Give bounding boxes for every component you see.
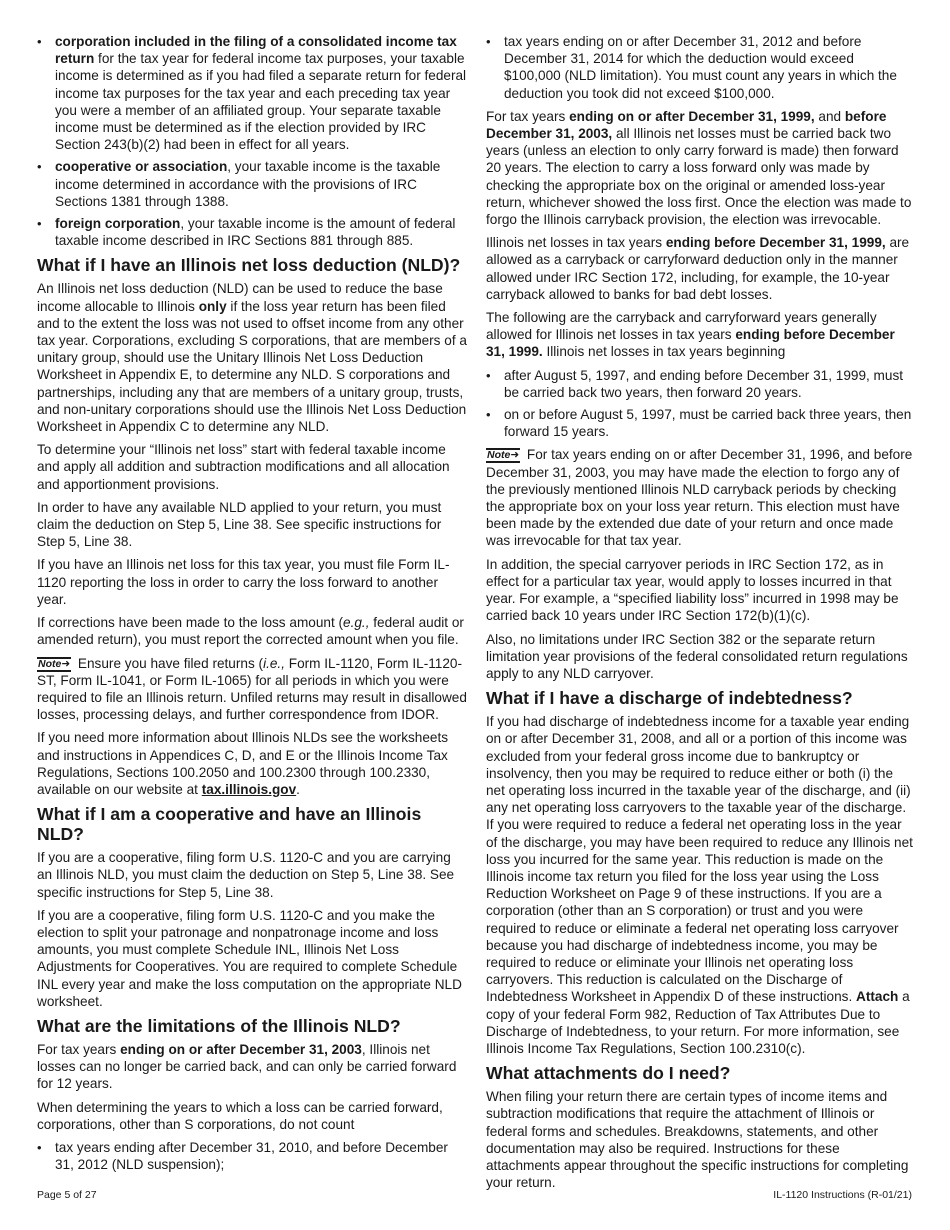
paragraph: An Illinois net loss deduction (NLD) can be used to reduce the base income allocable to Illinois only if the loss year return has been filed and to the extent the loss was not used to offset income from any other tax year. Corporations, excluding S corporations, that are members of a unitary group, should use the Unitary Illinois Net Loss Deduction Worksheet in Appendix E, to determine any NLD. S corporations and partnerships, including any that are members of a unitary group, trusts, and non-unitary corporations should use the Illinois Net Loss Deduction Worksheet in Appendix C to determine any NLD. xyxy=(37,281,467,435)
paragraph: For tax years ending on or after December 31, 2003, Illinois net losses can no longer be carried back, and can only be carried forward for 12 years. xyxy=(37,1041,457,1092)
heading-cooperative: What if I am a cooperative and have an Illinois NLD? xyxy=(37,804,422,845)
limitations-list-cont xyxy=(486,33,914,102)
paragraph: When filing your return there are certain types of income items and subtraction modifications that require the attachment of Illinois or federal forms and schedules. Breakdowns, statements, and other documentation may also be required. Instructions for these attachments appear throughout the specific instructions for completing your return. xyxy=(486,1089,909,1191)
left-column xyxy=(37,33,467,1179)
form-identifier: IL-1120 Instructions (R-01/21) xyxy=(773,1189,912,1201)
list-item: • foreign corporation, your taxable income is the amount of federal taxable income described in IRC Sections 881 through 885. xyxy=(37,215,467,249)
note-paragraph: Note➜ For tax years ending on or after December 31, 1996, and before December 31, 2003, you may have made the election to forgo any of the previously mentioned Illinois NLD carryback periods by checking the appropriate box on your loss year return. This election must have been made by the extended due date of your return and once made was irrevocable for that tax year. xyxy=(486,447,913,549)
carryback-list xyxy=(486,367,914,441)
limitations-list xyxy=(37,1139,467,1173)
paragraph: Also, no limitations under IRC Section 382 or the separate return limitation year provisions of the federal consolidated return regulations apply to any NLD carryover. xyxy=(486,631,908,681)
list-item: • corporation included in the filing of a consolidated income tax return for the tax year for federal income tax purposes, your taxable income is determined as if you had filed a separate return for federal income tax purposes for the tax year and each preceding tax year you were a member of an affiliated group. Your separate taxable income must be determined as if the election provided by IRC Section 243(b)(2) had been in effect for all years. xyxy=(37,33,467,153)
paragraph: If you are a cooperative, filing form U.S. 1120-C and you are carrying an Illinois NLD, you must claim the deduction on Step 5, Line 38. See specific instructions for Step 5, Line 38. xyxy=(37,850,455,900)
paragraph: In order to have any available NLD applied to your return, you must claim the deduction on Step 5, Line 38. See specific instructions for Step 5, Line 38. xyxy=(37,499,442,550)
list-item: • after August 5, 1997, and ending before December 31, 1999, must be carried back two years, then forward 20 years. xyxy=(486,367,914,401)
paragraph: Illinois net losses in tax years ending before December 31, 1999, are allowed as a carryback or carryforward deduction only in the manner allowed under IRC Section 172, including, for example, the 10-year carryback allowed to banks for bad debt losses. xyxy=(486,235,910,302)
list-item: • tax years ending on or after December 31, 2012 and before December 31, 2014 for which the deduction would exceed $100,000 (NLD limitation). You must count any years in which the deduction you took did not exceed $100,000. xyxy=(486,33,914,102)
list-item: • on or before August 5, 1997, must be carried back three years, then forward 15 years. xyxy=(486,406,914,440)
paragraph: When determining the years to which a loss can be carried forward, corporations, other than S corporations, do not count xyxy=(37,1099,443,1132)
list-item: • cooperative or association, your taxable income is the taxable income determined in accordance with the provisions of IRC Sections 1381 through 1388. xyxy=(37,158,467,210)
page-number: Page 5 of 27 xyxy=(37,1189,97,1201)
note-icon: Note➜ xyxy=(487,449,520,462)
taxable-income-list xyxy=(37,33,467,249)
heading-limitations: What are the limitations of the Illinois NLD? xyxy=(37,1015,401,1036)
heading-discharge: What if I have a discharge of indebtedness? xyxy=(486,688,853,709)
heading-nld: What if I have an Illinois net loss deduction (NLD)? xyxy=(37,255,461,276)
right-column xyxy=(486,33,914,1197)
list-item: • tax years ending after December 31, 2010, and before December 31, 2012 (NLD suspension); xyxy=(37,1139,467,1173)
paragraph: If you need more information about Illinois NLDs see the worksheets and instructions in Appendices C, D, and E or the Illinois Income Tax Regulations, Sections 100.2050 and 100.2300 through 100.2330, available on our website at tax.illinois.gov. xyxy=(37,730,449,797)
note-paragraph: Note➜ Ensure you have filed returns (i.e., Form IL-1120, Form IL-1120-ST, Form IL-1041, or Form IL-1065) for all periods in which you were required to file an Illinois return. Unfiled returns may result in disallowed losses, processing delays, and further correspondence from IDOR. xyxy=(37,655,467,723)
paragraph: In addition, the special carryover periods in IRC Section 172, as in effect for a particular tax year, would apply to losses incurred in that year. For example, a “specified liability loss” incurred in 1998 may be carried back 10 years under IRC Section 172(b)(1)(c). xyxy=(486,556,899,624)
note-icon: Note➜ xyxy=(38,657,71,670)
website-link[interactable]: tax.illinois.gov xyxy=(201,781,297,797)
paragraph: If corrections have been made to the loss amount (e.g., federal audit or amended return), you must report the corrected amount when you file. xyxy=(37,615,464,648)
paragraph: For tax years ending on or after December 31, 1999, and before December 31, 2003, all Illinois net losses must be carried back two years (unless an election to only carry forward is made) then forward 20 years. The election to carry a loss forward only was made by checking the appropriate box on the original or amended loss-year return, whichever showed the loss first. Once the election was made to forgo the Illinois carryback provision, the election was irrevocable. xyxy=(486,108,912,228)
heading-attachments: What attachments do I need? xyxy=(486,1063,731,1084)
paragraph: If you had discharge of indebtedness income for a taxable year ending on or after December 31, 2008, and all or a portion of this income was excluded from your federal gross income due to bankruptcy or insolvency, then you may be required to reduce either or both (i) the net operating loss incurred in the taxable year of the discharge, and (ii) any net operating loss carryovers to the taxable year of the discharge. If you were required to reduce a federal net operating loss in the year of the discharge, you may have been required to reduce any Illinois net loss you incurred for the same year. This reduction is made on the Illinois income tax return you filed for the loss year using the Loss Reduction Worksheet on Page 9 of these instructions. If you are a corporation (other than an S corporation) or trust and you were required to reduce or eliminate a federal net operating loss carryover because you had discharge of indebtedness income, you may be required to reduce or eliminate your Illinois net operating loss carryovers. This reduction is calculated on the Discharge of Indebtedness Worksheet in Appendix D of these instructions. Attach a copy of your federal Form 982, Reduction of Tax Attributes Due to Discharge of Indebtedness, to your return. For more information, see Illinois Income Tax Regulations, Section 100.2310(c). xyxy=(486,714,913,1056)
paragraph: To determine your “Illinois net loss” start with federal taxable income and apply all addition and subtraction modifications and all allocation and apportionment provisions. xyxy=(37,442,450,492)
paragraph: If you have an Illinois net loss for this tax year, you must file Form IL-1120 reporting the loss in order to carry the loss forward to another year. xyxy=(37,557,450,607)
paragraph: The following are the carryback and carryforward years generally allowed for Illinois net losses in tax years ending before December 31, 1999. Illinois net losses in tax years beginning xyxy=(486,310,895,360)
paragraph: If you are a cooperative, filing form U.S. 1120-C and you make the election to split your patronage and nonpatronage income and loss amounts, you must complete Schedule INL, Illinois Net Loss Adjustments for Cooperatives. You are required to complete Schedule INL every year and make the loss computation on the appropriate NLD worksheet. xyxy=(37,907,462,1009)
